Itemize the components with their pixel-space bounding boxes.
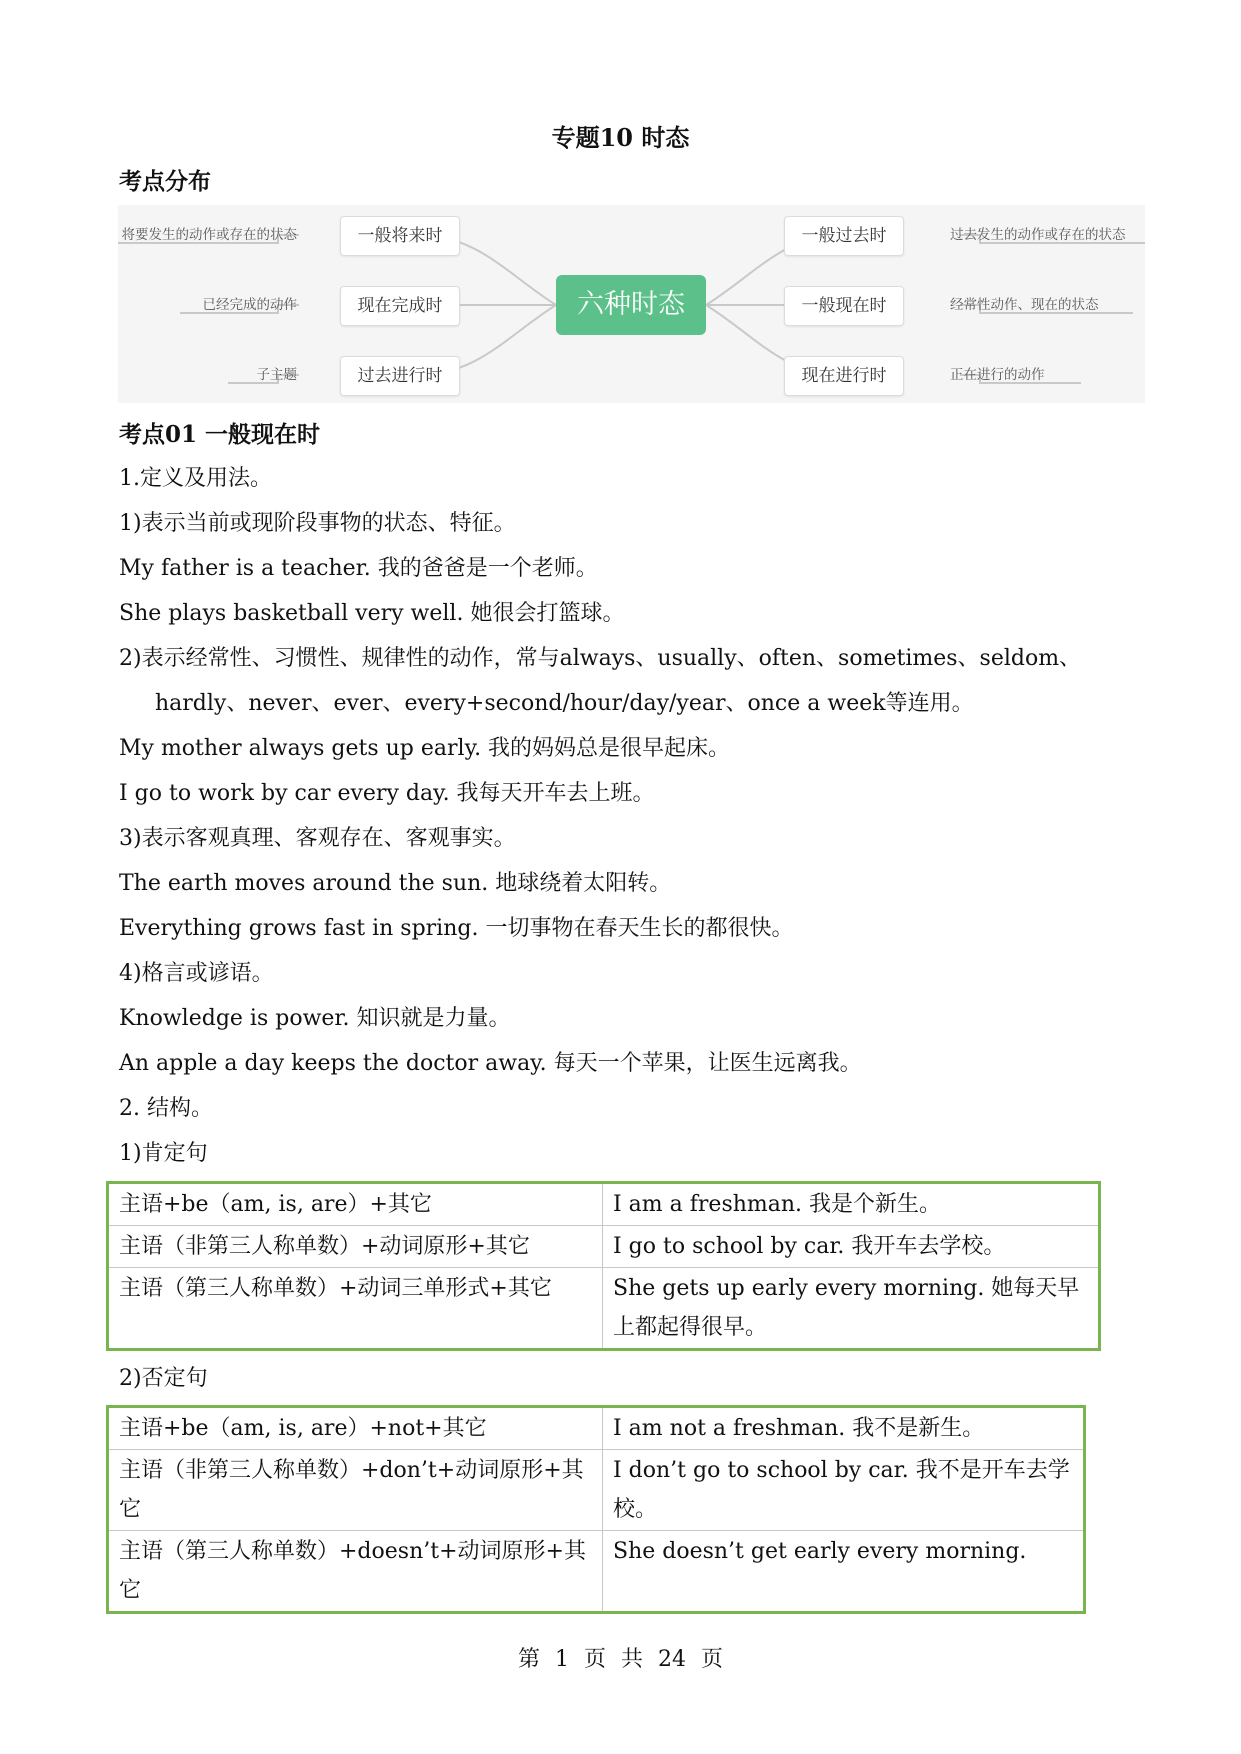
mind-map bbox=[118, 205, 1145, 403]
page-footer: 第 1 页 共 24 页 bbox=[518, 1647, 723, 1672]
text-line: 2. 结构。 bbox=[119, 1096, 213, 1121]
mind-map-desc-past-continuous: 子主题 bbox=[256, 367, 297, 383]
mind-map-desc-simple-past: 过去发生的动作或存在的状态 bbox=[950, 227, 1126, 243]
text-line: The earth moves around the sun. 地球绕着太阳转。 bbox=[119, 871, 672, 896]
section-heading-01: 考点01 一般现在时 bbox=[119, 421, 321, 448]
text-line: 3)表示客观真理、客观存在、客观事实。 bbox=[119, 826, 516, 851]
table-row bbox=[108, 1407, 1085, 1450]
text-line: 2)表示经常性、习惯性、规律性的动作，常与always、usually、often、sometimes、seldom、 bbox=[119, 646, 1082, 671]
table-cell: She doesn’t get early every morning. bbox=[603, 1531, 1085, 1613]
mind-map-node-future: 一般将来时 bbox=[340, 216, 460, 256]
affirmative-table bbox=[106, 1181, 1101, 1351]
table-row bbox=[108, 1268, 1100, 1350]
text-line: My mother always gets up early. 我的妈妈总是很早起床。 bbox=[119, 736, 731, 761]
table-cell: I go to school by car. 我开车去学校。 bbox=[603, 1226, 1100, 1268]
mind-map-node-simple-present: 一般现在时 bbox=[784, 286, 904, 326]
table-cell: I am not a freshman. 我不是新生。 bbox=[603, 1407, 1085, 1450]
text-line: My father is a teacher. 我的爸爸是一个老师。 bbox=[119, 556, 598, 581]
table-cell: She gets up early every morning. 她每天早上都起得很早。 bbox=[603, 1268, 1100, 1350]
text-line: 1)肯定句 bbox=[119, 1141, 208, 1166]
table-cell: 主语（非第三人称单数）+don’t+动词原形+其它 bbox=[108, 1450, 603, 1531]
mind-map-node-past-continuous: 过去进行时 bbox=[340, 356, 460, 396]
section-heading-distribution: 考点分布 bbox=[119, 168, 211, 195]
mind-map-desc-present-continuous: 正在进行的动作 bbox=[950, 367, 1045, 383]
page-title: 专题10 时态 bbox=[551, 123, 690, 152]
negative-table bbox=[106, 1405, 1086, 1614]
mind-map-desc-future: 将要发生的动作或存在的状态 bbox=[121, 227, 297, 243]
table-row bbox=[108, 1450, 1085, 1531]
text-line: 1)表示当前或现阶段事物的状态、特征。 bbox=[119, 511, 516, 536]
text-line: 4)格言或谚语。 bbox=[119, 961, 274, 986]
table-cell: 主语（第三人称单数）+doesn’t+动词原形+其它 bbox=[108, 1531, 603, 1613]
mind-map-desc-simple-present: 经常性动作、现在的状态 bbox=[950, 297, 1099, 313]
mind-map-node-simple-past: 一般过去时 bbox=[784, 216, 904, 256]
mind-map-node-present-continuous: 现在进行时 bbox=[784, 356, 904, 396]
text-line: An apple a day keeps the doctor away. 每天一个苹果，让医生远离我。 bbox=[119, 1051, 862, 1076]
text-line: hardly、never、ever、every+second/hour/day/year、once a week等连用。 bbox=[155, 691, 974, 716]
text-line: She plays basketball very well. 她很会打篮球。 bbox=[119, 601, 625, 626]
table-cell: 主语（非第三人称单数）+动词原形+其它 bbox=[108, 1226, 603, 1268]
table-cell: 主语（第三人称单数）+动词三单形式+其它 bbox=[108, 1268, 603, 1350]
mind-map-desc-present-perfect: 已经完成的动作 bbox=[202, 297, 297, 313]
text-line: Everything grows fast in spring. 一切事物在春天生长的都很快。 bbox=[119, 916, 794, 941]
text-line: I go to work by car every day. 我每天开车去上班。 bbox=[119, 781, 655, 806]
table-cell: 主语+be（am, is, are）+其它 bbox=[108, 1183, 603, 1226]
table-row bbox=[108, 1183, 1100, 1226]
mind-map-node-present-perfect: 现在完成时 bbox=[340, 286, 460, 326]
mind-map-center: 六种时态 bbox=[556, 275, 706, 335]
table-cell: I am a freshman. 我是个新生。 bbox=[603, 1183, 1100, 1226]
table-cell: I don’t go to school by car. 我不是开车去学校。 bbox=[603, 1450, 1085, 1531]
text-line: 2)否定句 bbox=[119, 1366, 208, 1391]
table-row bbox=[108, 1226, 1100, 1268]
table-cell: 主语+be（am, is, are）+not+其它 bbox=[108, 1407, 603, 1450]
text-line: Knowledge is power. 知识就是力量。 bbox=[119, 1006, 511, 1031]
text-line: 1.定义及用法。 bbox=[119, 466, 272, 491]
table-row bbox=[108, 1531, 1085, 1613]
